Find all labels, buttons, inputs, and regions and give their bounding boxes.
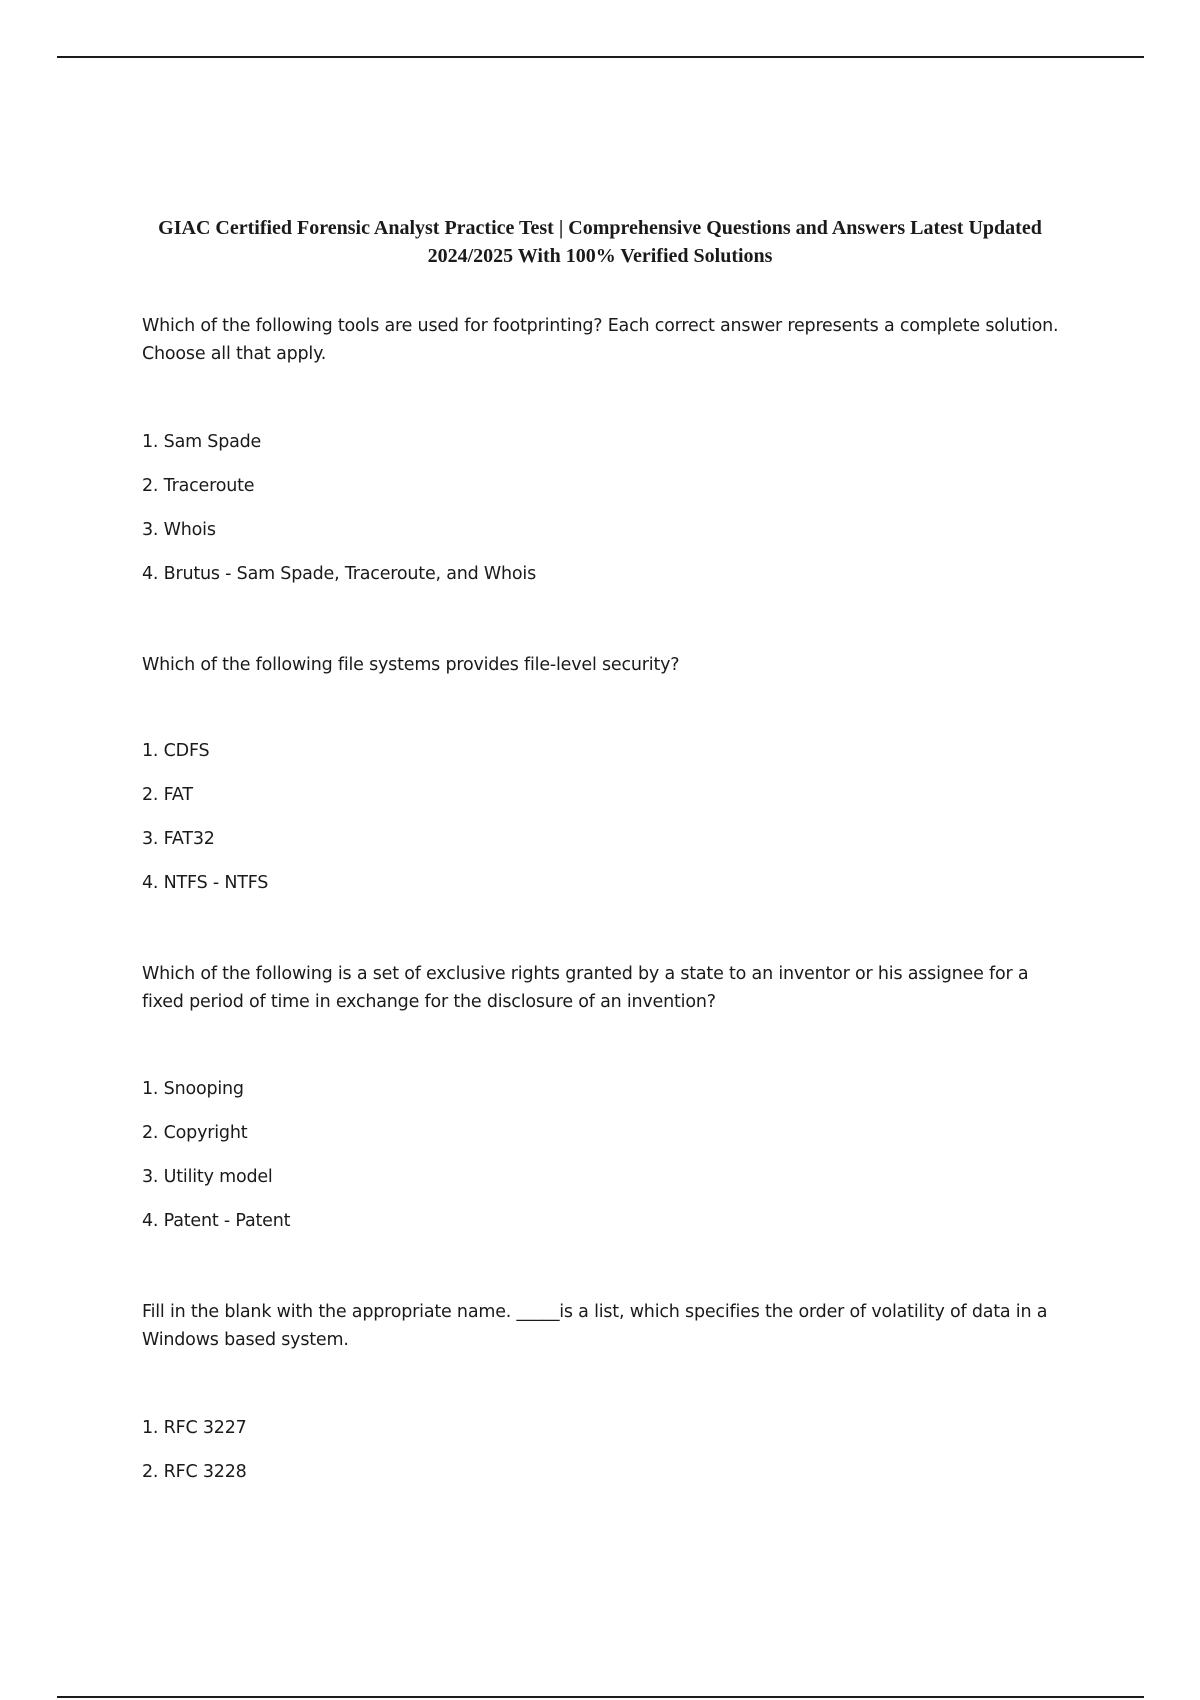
answer-option: 1. Snooping	[142, 1079, 244, 1099]
answer-option: 4. Brutus - Sam Spade, Traceroute, and Whois	[142, 564, 536, 584]
question-text: Which of the following tools are used for footprinting? Each correct answer represents a complete solution. Choose all that apply.	[142, 316, 1059, 364]
answer-option: 1. Sam Spade	[142, 432, 262, 452]
question-block-2	[142, 651, 1062, 679]
question-text: Which of the following file systems provides file-level security?	[142, 655, 680, 675]
question-text: Which of the following is a set of exclusive rights granted by a state to an inventor or his assignee for a fixed period of time in exchange for the disclosure of an invention?	[142, 964, 1029, 1012]
answer-option: 2. FAT	[142, 785, 193, 805]
answer-option: 1. CDFS	[142, 741, 210, 761]
answer-option: 4. NTFS - NTFS	[142, 873, 269, 893]
top-rule	[57, 56, 1144, 58]
question-block-1	[142, 312, 1062, 368]
answer-option: 3. Whois	[142, 520, 216, 540]
answer-option: 3. FAT32	[142, 829, 215, 849]
answer-option: 1. RFC 3227	[142, 1418, 247, 1438]
answer-option: 2. Copyright	[142, 1123, 248, 1143]
question-block-4	[142, 1298, 1062, 1354]
answer-option: 2. Traceroute	[142, 476, 255, 496]
bottom-rule	[57, 1696, 1144, 1698]
answer-option: 2. RFC 3228	[142, 1462, 247, 1482]
document-title: GIAC Certified Forensic Analyst Practice Test | Comprehensive Questions and Answers Latest Updated 2024/2025 With 100% Verified Solutions	[158, 217, 1042, 267]
question-block-3	[142, 960, 1062, 1016]
question-text: Fill in the blank with the appropriate name. _____is a list, which specifies the order of volatility of data in a Windows based system.	[142, 1302, 1048, 1350]
answer-option: 3. Utility model	[142, 1167, 273, 1187]
answer-option: 4. Patent - Patent	[142, 1211, 291, 1231]
